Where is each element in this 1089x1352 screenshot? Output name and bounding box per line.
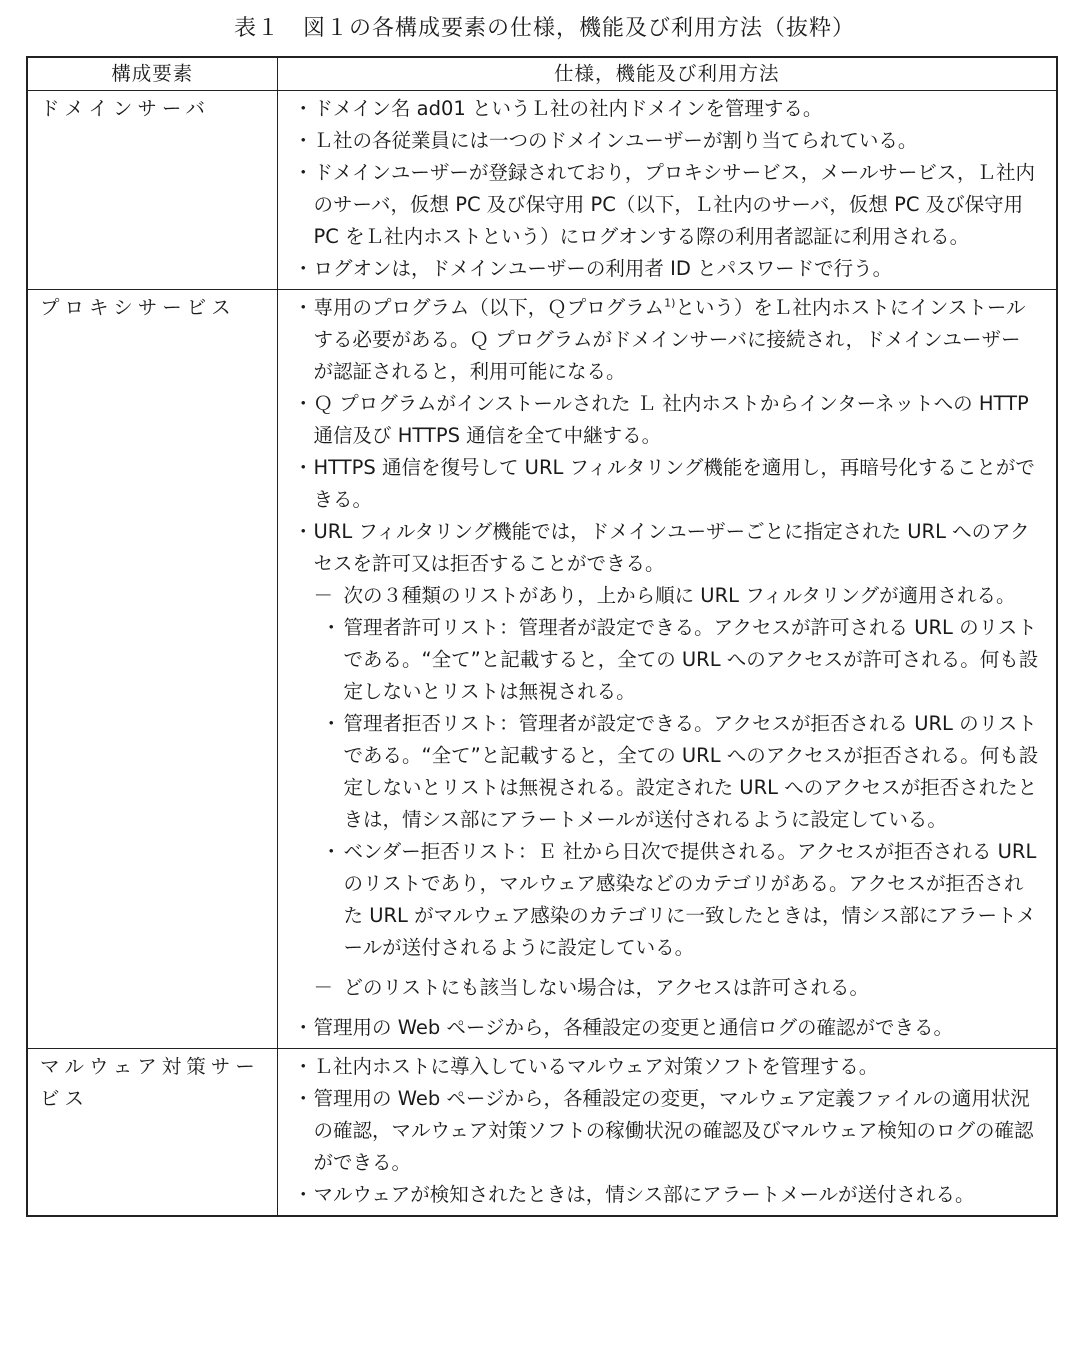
table-row	[27, 290, 1057, 1049]
list-item-text: という）をＬ社内ホストにインストールする必要がある。Ｑ プログラムがドメインサーバに接続され，ドメインユーザーが認証されると，利用可能になる。	[313, 296, 1026, 383]
list-item: ・ マルウェアが検知されたときは，情シス部にアラートメールが送付される。	[286, 1179, 1041, 1211]
sub-list-item: － 次の３種類のリストがあり，上から順に URL フィルタリングが適用される。	[286, 580, 1041, 612]
list-item: ・ 管理用の Web ページから，各種設定の変更，マルウェア定義ファイルの適用状況の確認，マルウェア対策ソフトの稼働状況の確認及びマルウェア検知のログの確認ができる。	[286, 1083, 1041, 1179]
list-item: ・ URL フィルタリング機能では，ドメインユーザーごとに指定された URL へのアクセスを許可又は拒否することができる。	[286, 516, 1041, 580]
spec-cell	[277, 290, 1057, 1049]
list-item: ・ HTTPS 通信を復号して URL フィルタリング機能を適用し，再暗号化することができる。	[286, 452, 1041, 516]
list-item: ・ ドメイン名 ad01 というＬ社の社内ドメインを管理する。	[286, 93, 1041, 125]
list-item: ・ ドメインユーザーが登録されており，プロキシサービス，メールサービス，Ｌ社内のサーバ，仮想 PC 及び保守用 PC（以下，Ｌ社内のサーバ，仮想 PC 及び保守用 PC をＬ社内ホストという）にログオンする際の利用者認証に利用される。	[286, 157, 1041, 253]
spec-cell	[277, 1049, 1057, 1217]
table-header-row	[27, 57, 1057, 91]
sub-sub-list-item: ・ ベンダー拒否リスト：Ｅ 社から日次で提供される。アクセスが拒否される URL のリストであり，マルウェア感染などのカテゴリがある。アクセスが拒否された URL がマルウェア感染のカテゴリに一致したときは，情シス部にアラートメールが送付されるように設定している。	[286, 836, 1041, 964]
list-item: ・ ログオンは，ドメインユーザーの利用者 ID とパスワードで行う。	[286, 253, 1041, 285]
component-cell: プロキシサービス	[27, 290, 277, 1049]
component-cell: マルウェア対策サービス	[27, 1049, 277, 1217]
list-item	[286, 292, 1041, 388]
spec-table	[26, 56, 1058, 1217]
sub-sub-list-item: ・ 管理者許可リスト：管理者が設定できる。アクセスが許可される URL のリストである。“全て”と記載すると，全ての URL へのアクセスが許可される。何も設定しないとリストは無視される。	[286, 612, 1041, 708]
table-row	[27, 91, 1057, 290]
table-row	[27, 1049, 1057, 1217]
list-item: ・ Ｌ社の各従業員には一つのドメインユーザーが割り当てられている。	[286, 125, 1041, 157]
component-cell: ドメインサーバ	[27, 91, 277, 290]
header-component: 構成要素	[27, 57, 277, 91]
footnote-mark: 1)	[664, 296, 676, 310]
list-item: ・ Ｌ社内ホストに導入しているマルウェア対策ソフトを管理する。	[286, 1051, 1041, 1083]
spec-cell	[277, 91, 1057, 290]
list-item-text: 専用のプログラム（以下，Ｑプログラム	[313, 296, 665, 319]
sub-sub-list-item: ・ 管理者拒否リスト：管理者が設定できる。アクセスが拒否される URL のリストである。“全て”と記載すると，全ての URL へのアクセスが拒否される。何も設定しないとリストは無視される。設定された URL へのアクセスが拒否されたときは，情シス部にアラートメールが送付されるように設定している。	[286, 708, 1041, 836]
header-spec: 仕様，機能及び利用方法	[277, 57, 1057, 91]
sub-list-item: － どのリストにも該当しない場合は，アクセスは許可される。	[286, 972, 1041, 1004]
list-item: ・ 管理用の Web ページから，各種設定の変更と通信ログの確認ができる。	[286, 1012, 1041, 1044]
table-caption: 表１ 図１の各構成要素の仕様，機能及び利用方法（抜粋）	[233, 16, 855, 41]
list-item: ・ Ｑ プログラムがインストールされた Ｌ 社内ホストからインターネットへの HTTP 通信及び HTTPS 通信を全て中継する。	[286, 388, 1041, 452]
